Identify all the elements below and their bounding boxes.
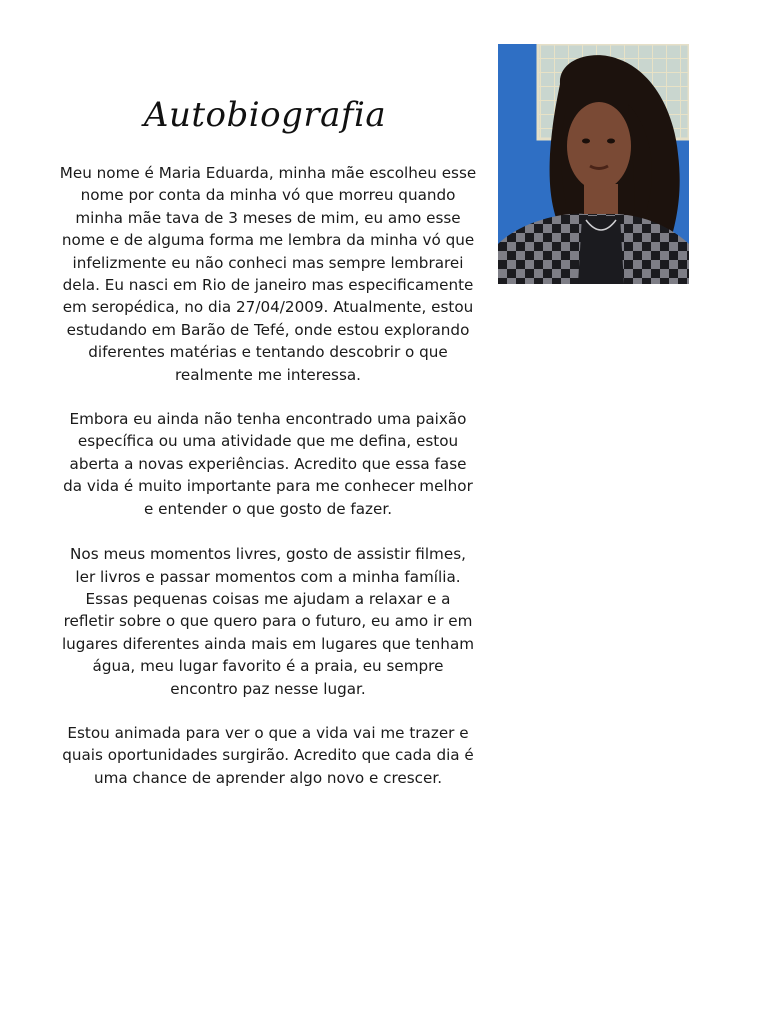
face <box>567 102 631 190</box>
page-title: Autobiografia <box>143 95 387 135</box>
paragraph-2: Embora eu ainda não tenha encontrado uma paixão específica ou uma atividade que me defina, estou aberta a novas experiências. Acredito que essa fase da vida é muito importante para me conhecer melhor e entender o que gosto de fazer. <box>63 410 473 518</box>
portrait-photo-icon <box>498 44 689 284</box>
paragraph-1: Meu nome é Maria Eduarda, minha mãe escolheu esse nome por conta da minha vó que morreu quando minha mãe tava de 3 meses de mim, eu amo esse nome e de alguma forma me lembra da minha vó que infelizmente eu não conheci mas sempre lembrarei dela. Eu nasci em Rio de janeiro mas especificamente em seropédica, no dia 27/04/2009. Atualmente, estou estudando em Barão de Tefé, onde estou explorando diferentes matérias e tentando descobrir o que realmente me interessa. <box>59 164 477 384</box>
paragraph-3: Nos meus momentos livres, gosto de assistir filmes, ler livros e passar momentos com a minha família. Essas pequenas coisas me ajudam a relaxar e a refletir sobre o que quero para o futuro, eu amo ir em lugares diferentes ainda mais em lugares que tenham água, meu lugar favorito é a praia, eu sempre encontro paz nesse lugar. <box>61 545 475 698</box>
portrait-photo <box>498 44 689 284</box>
paragraph-4: Estou animada para ver o que a vida vai me trazer e quais oportunidades surgirão. Acredito que cada dia é uma chance de aprender algo novo e crescer. <box>62 723 474 787</box>
autobiography-text <box>58 162 478 789</box>
